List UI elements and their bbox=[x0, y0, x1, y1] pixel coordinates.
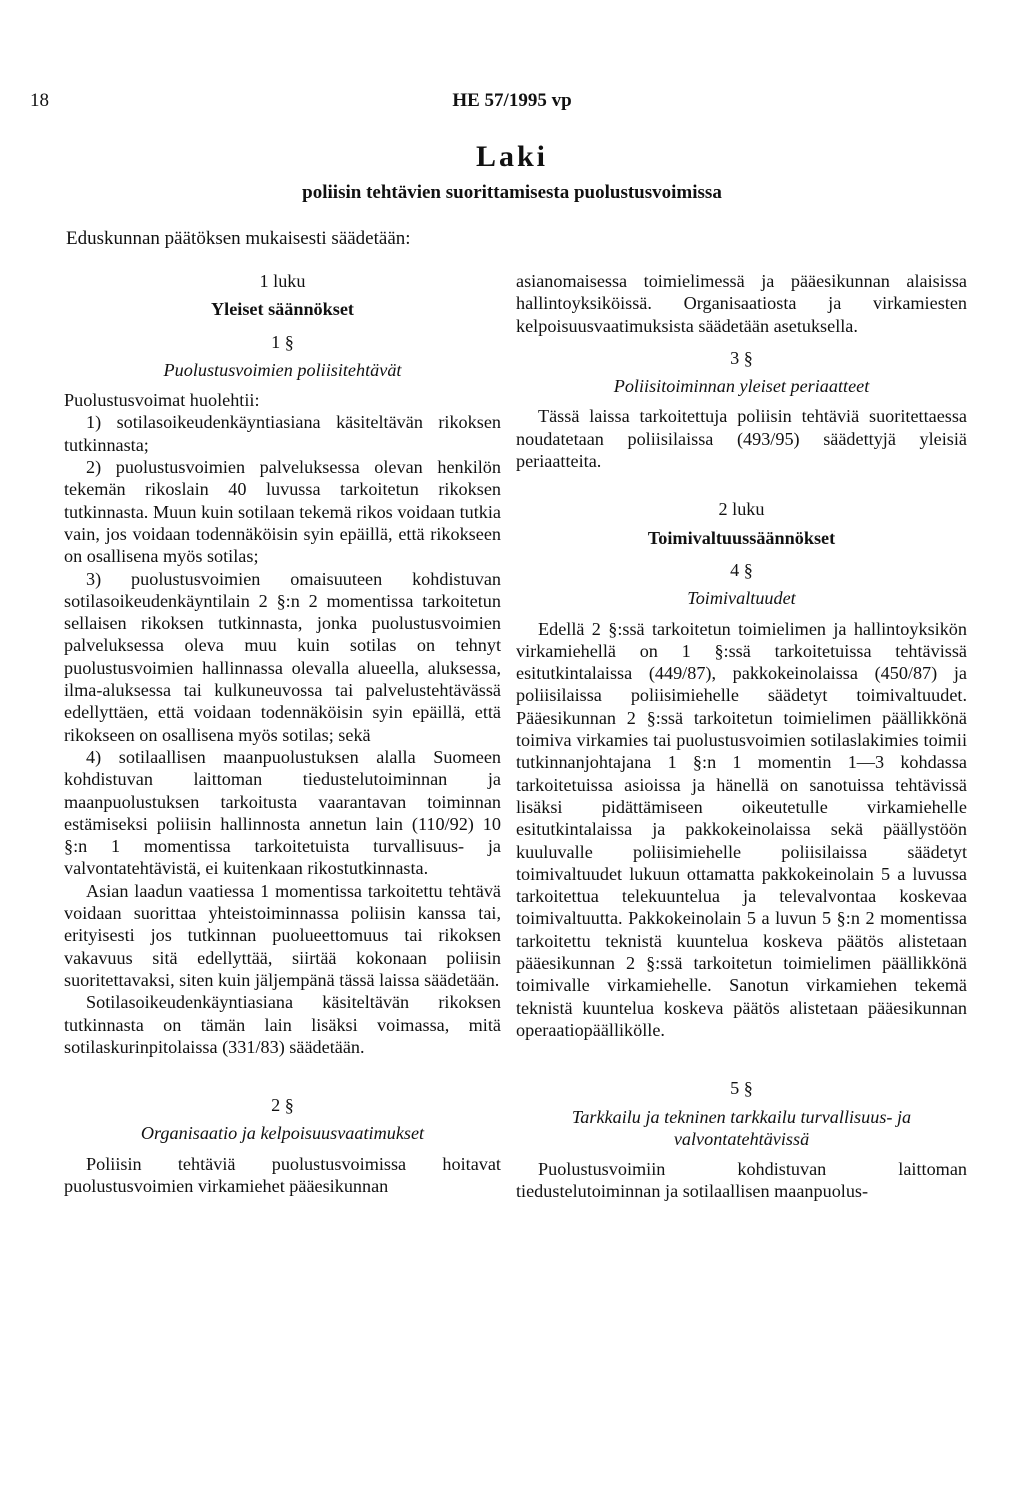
law-title: Laki bbox=[475, 140, 549, 173]
section-2-continued: asianomaisessa toimielimessä ja pääesikunnan alaisissa hallintoyksiköissä. Organisaatiosta ja virkamiesten kelpoisuusvaatimuksista säädetään asetuksella. bbox=[516, 271, 967, 336]
section-1-number: 1 § bbox=[271, 331, 294, 352]
preamble: Eduskunnan päätöksen mukaisesti säädetään: bbox=[66, 228, 411, 249]
left-column bbox=[64, 270, 501, 1197]
section-5-paragraph-1: Puolustusvoimiin kohdistuvan laittoman tiedustelutoiminnan ja sotilaallisen maanpuolus- bbox=[516, 1159, 967, 1202]
page-number: 18 bbox=[30, 90, 49, 111]
section-1-item-4: 4) sotilaallisen maanpuolustuksen alalla Suomeen kohdistuvan laittoman tiedustelutoiminnan ja maanpuolustuksen tarkoitusta vaarantavan toiminnan estämiseksi poliisin hallinnosta annetun lain (110/92) 10 §:n 1 momentissa tarkoitetuista turvallisuus- ja valvontatehtävistä, ei kuitenkaan rikostutkinnasta. bbox=[64, 746, 501, 879]
document-id: HE 57/1995 vp bbox=[452, 90, 572, 111]
law-subtitle: poliisin tehtävien suorittamisesta puolustusvoimissa bbox=[302, 182, 722, 203]
section-1-paragraph-2: Asian laadun vaatiessa 1 momentissa tarkoitettu tehtävä voidaan suorittaa yhteistoiminnassa poliisin kanssa tai, erityisesti jos tutkinnan puolueettomuus tai rikoksen vakavuus sitä edellyttää, siirtää kokonaan poliisin suoritettavaksi, siten kuin jäljempänä tässä laissa säädetään. bbox=[64, 880, 501, 990]
chapter-1-number: 1 luku bbox=[259, 271, 306, 291]
section-2-number: 2 § bbox=[271, 1095, 294, 1116]
section-1-item-1: 1) sotilasoikeudenkäyntiasiana käsiteltävän rikoksen tutkinnasta; bbox=[64, 412, 501, 455]
page-header bbox=[0, 90, 1024, 120]
section-1-item-2: 2) puolustusvoimien palveluksessa olevan henkilön tekemän rikoslain 40 luvussa tarkoitetun rikoksen tutkinnasta. Muun kuin sotilaan tekemä rikos voidaan tutkia vain, jos voidaan todennäköisin syin epäillä, että rikokseen on osallisena myös sotilas; bbox=[64, 457, 501, 567]
section-1-title: Puolustusvoimien poliisitehtävät bbox=[163, 359, 402, 380]
section-1-intro: Puolustusvoimat huolehtii: bbox=[64, 390, 260, 411]
section-5-title: Tarkkailu ja tekninen tarkkailu turvallisuus- ja valvontatehtävissä bbox=[571, 1106, 912, 1149]
section-2-paragraph-1: Poliisin tehtäviä puolustusvoimissa hoitavat puolustusvoimien virkamiehet pääesikunnan bbox=[64, 1153, 501, 1196]
section-4-number: 4 § bbox=[730, 559, 753, 580]
section-3-number: 3 § bbox=[730, 347, 753, 368]
chapter-2-title: Toimivaltuussäännökset bbox=[647, 527, 836, 548]
right-column bbox=[516, 270, 967, 1203]
section-3-title: Poliisitoiminnan yleiset periaatteet bbox=[613, 376, 870, 397]
section-1-item-3: 3) puolustusvoimien omaisuuteen kohdistuvan sotilasoikeudenkäyntilain 2 §:n 2 momentissa tarkoitetun sellaisen rikoksen tutkinnasta, jonka puolustusvoimien palveluksessa oleva muu kuin sotilas on tehnyt puolustusvoimien hallinnassa olevalla alueella, aluksessa, ilma-aluksessa tai kulkuneuvossa tai palvelustehtävässä edellyttäen, että voidaan todennäköisin syin epäillä, että rikokseen on osallisena myös sotilas; sekä bbox=[64, 568, 501, 745]
section-1-paragraph-3: Sotilasoikeudenkäyntiasiana käsiteltävän rikoksen tutkinnasta on tämän lain lisäksi voimassa, mitä sotilaskurinpitolaissa (331/83) säädetään. bbox=[64, 992, 501, 1057]
section-3-paragraph-1: Tässä laissa tarkoitettuja poliisin tehtäviä suoritettaessa noudatetaan poliisilaissa (493/95) säädettyjä yleisiä periaatteita. bbox=[516, 406, 967, 472]
section-5-number: 5 § bbox=[730, 1078, 753, 1099]
chapter-1-title: Yleiset säännökset bbox=[211, 299, 354, 320]
section-4-paragraph-1: Edellä 2 §:ssä tarkoitetun toimielimen ja hallintoyksikön virkamiehellä on 1 §:ssä tarkoitetuissa tehtävissä esitutkintalaissa (449/87), pakkokeinolaissa (450/87) ja poliisilaissa poliisimiehelle säädetyt toimivaltuudet. Pääesikunnan 2 §:ssä tarkoitetun toimielimen päällikkönä toimiva virkamies tai puolustusvoimien sotilaslakimies toimii tutkinnanjohtajana 1 §:n 1 momentin 1—3 kohdassa tarkoitetuissa asioissa ja hänellä on sanotuissa tehtävissä lisäksi pidättämiseen oikeutetulle virkamiehelle esitutkintalaissa ja pakkokeinolaissa sekä päällystöön kuuluvalle poliisimiehelle poliisilaissa säädetyt toimivaltuudet lukuun ottamatta pakkokeinolain 5 a luvussa tarkoitettua telekuuntelua ja televalvontaa koskevaa toimivaltuutta. Pakkokeinolain 5 a luvun 5 §:n 2 momentissa tarkoitettu teknistä kuuntelua koskeva päätös alistetaan pääesikunnan 2 §:ssä tarkoitetun toimielimen päällikkönä toimivalle virkamiehelle. Sanotun virkamiehen tekemä teknistä kuuntelua koskeva päätös alistetaan pääesikunnan operaatiopäällikölle. bbox=[516, 618, 967, 1040]
section-4-title: Toimivaltuudet bbox=[687, 588, 796, 609]
chapter-2-number: 2 luku bbox=[718, 499, 765, 520]
section-2-title: Organisaatio ja kelpoisuusvaatimukset bbox=[140, 1123, 425, 1144]
